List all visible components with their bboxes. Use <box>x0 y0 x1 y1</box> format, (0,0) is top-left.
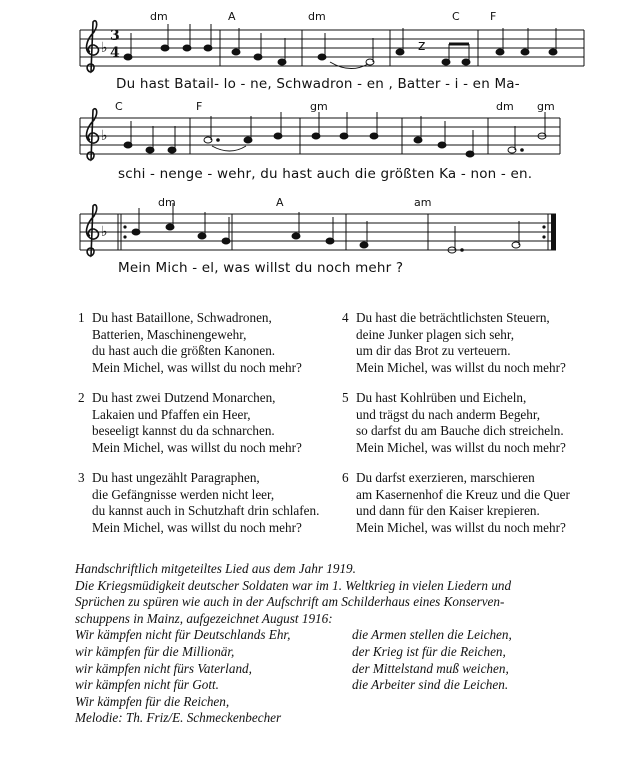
quote-line: der Krieg ist für die Reichen, <box>352 643 506 659</box>
melody-credit: Melodie: Th. Friz/E. Schmeckenbecher <box>75 710 282 726</box>
verse-line: Mein Michel, was willst du noch mehr? <box>356 519 566 535</box>
quote-line: die Arbeiter sind die Leichen. <box>352 677 509 693</box>
verse-line: Mein Michel, was willst du noch mehr? <box>92 439 302 455</box>
note-line: Handschriftlich mitgeteiltes Lied aus dem Jahr 1919. <box>75 561 356 576</box>
verse-line: deine Junker plagen sich sehr, <box>356 326 515 342</box>
notes-staff-3 <box>132 203 520 253</box>
chord-label: F <box>196 100 203 113</box>
verse-line: Lakaien und Pfaffen ein Heer, <box>92 406 251 422</box>
quote-line: wir kämpfen für die Millionär, <box>75 643 235 659</box>
verse-line: du kannst auch in Schutzhaft drin schlafen. <box>92 503 320 518</box>
quote-line: Wir kämpfen für die Reichen, <box>75 693 230 709</box>
note-line: Die Kriegsmüdigkeit deutscher Soldaten war im 1. Weltkrieg in vielen Liedern und <box>75 577 512 593</box>
notes-staff-2 <box>124 112 546 157</box>
verse-line: so darfst du am Bauche dich streicheln. <box>356 423 564 438</box>
treble-clef-icon <box>87 21 99 256</box>
note-line: Sprüchen zu spüren wie auch in der Aufschrift am Schilderhaus eines Konserven- <box>75 594 505 610</box>
verse-line: Mein Michel, was willst du noch mehr? <box>92 359 302 375</box>
verse-number: 2 <box>78 390 85 405</box>
svg-text:♭: ♭ <box>101 40 108 56</box>
verse-line: beseeligt kannst du da schnarchen. <box>92 423 275 438</box>
quote-line: wir kämpfen nicht fürs Vaterland, <box>75 660 252 676</box>
chord-label: C <box>452 10 460 23</box>
verse-number: 1 <box>78 310 85 325</box>
chord-label: dm <box>158 196 176 209</box>
note-line: schuppens in Mainz, aufgezeichnet August 1916: <box>75 610 333 626</box>
chord-label: dm <box>150 10 168 23</box>
lyrics-line-3: Mein Mich - el, was willst du noch mehr ? <box>118 260 404 276</box>
verse-line: am Kasernenhof die Kreuz und die Quer <box>356 486 570 502</box>
lyrics-line-2: schi - nenge - wehr, du hast auch die größten Ka - non - en. <box>118 166 533 182</box>
verse-number: 6 <box>342 470 349 485</box>
music-staves <box>0 0 640 290</box>
verse-line: um dir das Brot zu verteuern. <box>356 343 511 358</box>
quote-line: wir kämpfen nicht für Gott. <box>75 677 219 693</box>
quote-line: der Mittelstand muß weichen, <box>352 660 509 676</box>
chord-label: A <box>228 10 236 23</box>
lyrics-line-1: Du hast Batail- lo - ne, Schwadron - en , Batter - i - en Ma- <box>116 76 520 92</box>
verse-line: Du hast ungezählt Paragraphen, <box>92 470 260 485</box>
chord-label: F <box>490 10 497 23</box>
svg-text:♭: ♭ <box>101 224 108 240</box>
chord-label: gm <box>310 100 328 113</box>
verse-number: 5 <box>342 390 349 405</box>
verse-line: Du hast Bataillone, Schwadronen, <box>92 310 272 325</box>
verse-line: Du darfst exerzieren, marschieren <box>356 470 535 485</box>
verse-number: 3 <box>78 470 85 485</box>
svg-text:z: z <box>418 38 426 54</box>
quote-line: Wir kämpfen nicht für Deutschlands Ehr, <box>75 627 291 643</box>
staff-3 <box>80 214 556 250</box>
verse-line: die Gefängnisse werden nicht leer, <box>92 486 275 502</box>
verse-line: Mein Michel, was willst du noch mehr? <box>92 519 302 535</box>
svg-text:4: 4 <box>110 45 120 61</box>
svg-text:3: 3 <box>110 28 120 44</box>
chord-label: dm <box>308 10 326 23</box>
verse-line: und dann für den Kaiser krepieren. <box>356 503 540 518</box>
chord-label: A <box>276 196 284 209</box>
verse-line: Du hast Kohlrüben und Eicheln, <box>356 390 527 405</box>
sheet-music <box>0 0 640 290</box>
verse-number: 4 <box>342 310 349 325</box>
verse-line: Du hast die beträchtlichsten Steuern, <box>356 310 550 325</box>
chord-label: gm <box>537 100 555 113</box>
chord-label: dm <box>496 100 514 113</box>
staff-1 <box>80 30 584 66</box>
verse-line: Batterien, Maschinengewehr, <box>92 326 247 342</box>
verse-line: Du hast zwei Dutzend Monarchen, <box>92 390 276 405</box>
chord-label: C <box>115 100 123 113</box>
quote-line: die Armen stellen die Leichen, <box>352 627 512 643</box>
notes-staff-1 <box>124 24 557 69</box>
verse-line: du hast auch die größten Kanonen. <box>92 343 276 358</box>
verse-line: und trägst du nach anderm Begehr, <box>356 406 541 422</box>
verse-line: Mein Michel, was willst du noch mehr? <box>356 439 566 455</box>
chord-label: am <box>414 196 432 209</box>
svg-text:♭: ♭ <box>101 128 108 144</box>
verse-line: Mein Michel, was willst du noch mehr? <box>356 359 566 375</box>
quote-right-column <box>352 627 512 693</box>
